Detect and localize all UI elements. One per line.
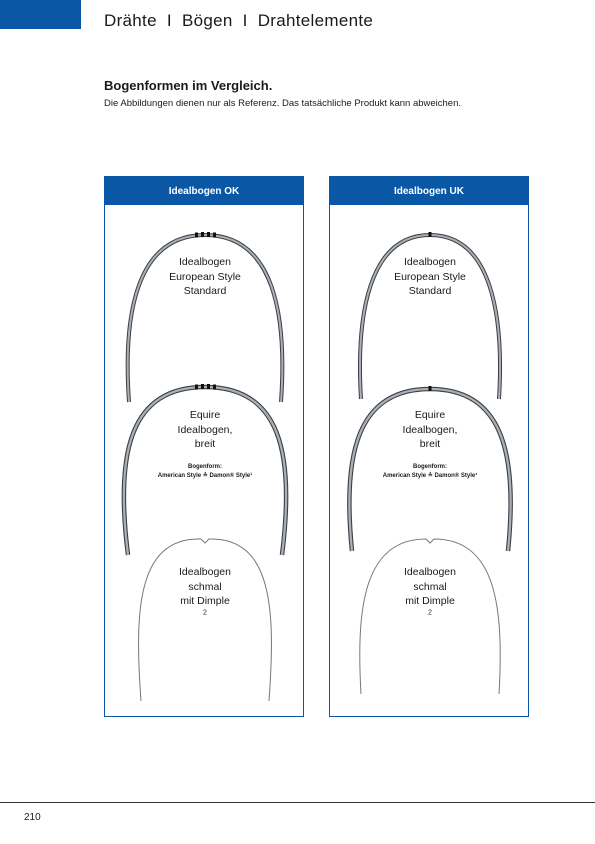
panel-header: Idealbogen OK [105, 177, 303, 205]
page-header-title: Drähte I Bögen I Drahtelemente [104, 11, 374, 30]
arch3-label: Idealbogen schmal mit Dimple $^2$ [179, 566, 231, 616]
arch1-label: Idealbogen European Style Standard [169, 256, 241, 297]
section-title: Bogenformen im Vergleich. [104, 78, 273, 93]
panel-idealbogen-uk [329, 176, 529, 717]
footer-divider [0, 802, 595, 803]
panel-idealbogen-ok [104, 176, 304, 717]
arch2-label: Equire Idealbogen, breit [177, 409, 233, 450]
page-number: 210 [24, 812, 41, 823]
panel-header: Idealbogen UK [330, 177, 528, 205]
arch1-label: Idealbogen European Style Standard [394, 256, 466, 297]
arch2-label: Equire Idealbogen, breit [402, 409, 458, 450]
arch2-note: Bogenform: American Style ≙ Damon® Style¹ [382, 464, 478, 479]
section-subtitle: Die Abbildungen dienen nur als Referenz. Das tatsächliche Produkt kann abweichen. [104, 98, 462, 109]
arch2-note: Bogenform: American Style ≙ Damon® Style¹ [157, 464, 253, 479]
header-accent-bar [0, 0, 81, 29]
arch3-label: Idealbogen schmal mit Dimple $^2$ [404, 566, 456, 616]
